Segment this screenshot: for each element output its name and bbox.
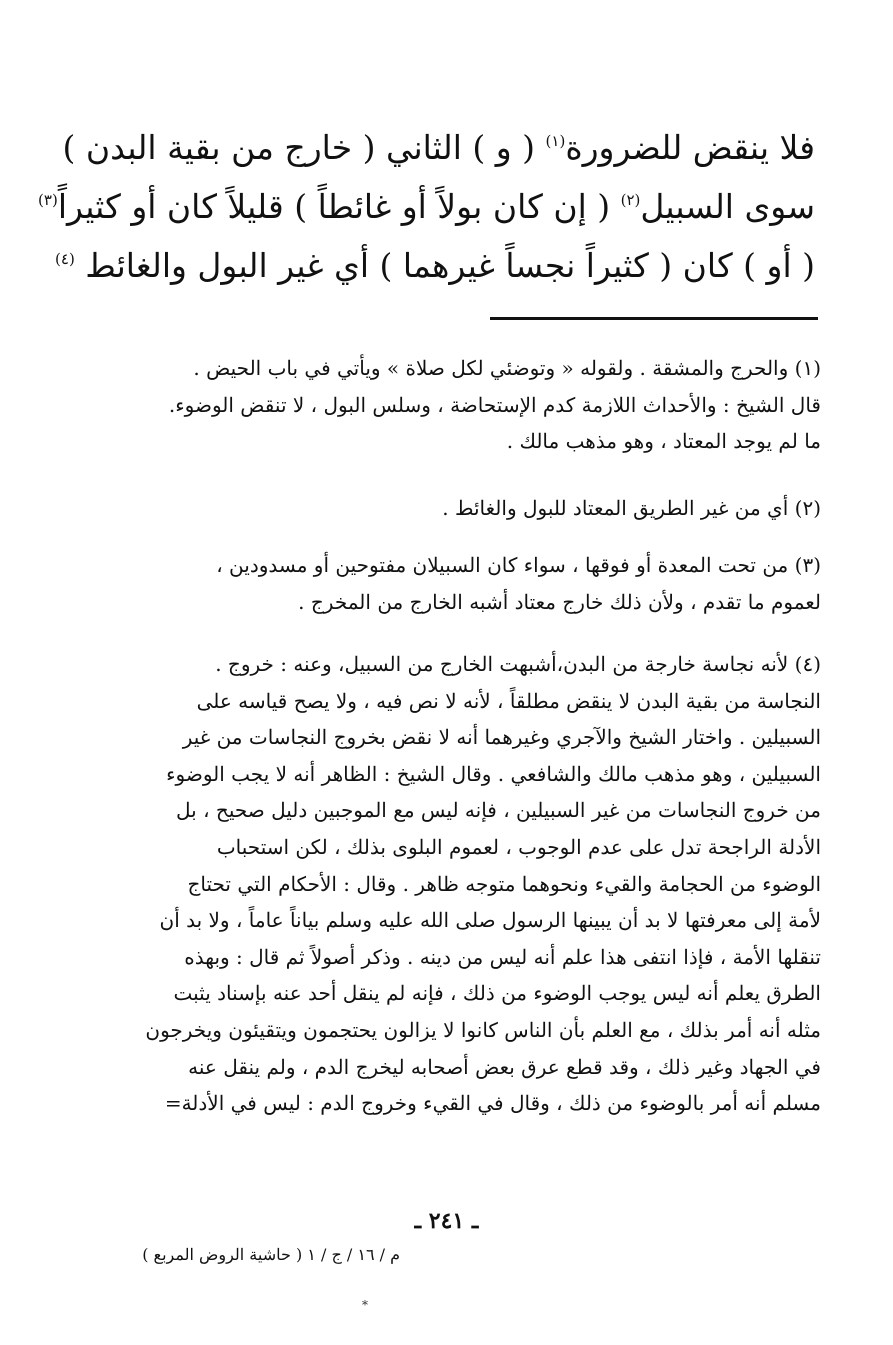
footnote-4-line: النجاسة من بقية البدن لا ينقض مطلقاً ، لأنه لا نص فيه ، ولا يصح قياسه على [196, 688, 821, 713]
footnote-mark-4: (٤) [55, 250, 75, 268]
printer-signature: م / ١٦ / ج / ١ ( حاشية الروض المربع ) [142, 1245, 400, 1264]
footnote-4-line: مثله أنه أمر بذلك ، مع العلم بأن الناس كانوا لا يزالون يحتجمون ويتقيئون ويخرجون [145, 1017, 821, 1042]
footnote-3-line: لعموم ما تقدم ، ولأن ذلك خارج معتاد أشبه الخارج من المخرج . [298, 589, 821, 614]
footnote-1-line: قال الشيخ : والأحداث اللازمة كدم الإستحاضة ، وسلس البول ، لا تنقض الوضوء. [168, 392, 821, 417]
footnote-4-line: السبيلين ، وهو مذهب مالك والشافعي . وقال الشيخ : الظاهر أنه لا يجب الوضوء [166, 761, 821, 786]
main-line-3-text: ( أو ) كان ( كثيراً نجساً غيرهما ) أي غير البول والغائط [85, 246, 815, 285]
footnote-mark-1: (١) [545, 132, 566, 150]
footnote-4-line: (٤) لأنه نجاسة خارجة من البدن،أشبهت الخارج من السبيل، وعنه : خروج . [215, 652, 821, 676]
main-line-2-part-b: ( إن كان بولاً أو غائطاً ) قليلاً كان أو كثيراً [57, 187, 611, 226]
footnote-separator [490, 317, 818, 320]
footnote-4 [95, 646, 821, 1122]
main-line-1-part-a: فلا ينقض للضرورة [565, 128, 815, 167]
footnote-4-line: مسلم أنه أمر بالوضوء من ذلك ، وقال في القيء وخروج الدم : ليس في الأدلة= [164, 1091, 821, 1116]
footnote-2-line: (٢) أي من غير الطريق المعتاد للبول والغائط . [442, 496, 821, 520]
footnote-2 [95, 490, 821, 527]
main-line-2 [38, 177, 815, 236]
footnote-mark-3: (٣) [38, 191, 58, 209]
footnote-4-line: في الجهاد وغير ذلك ، وقد قطع عرق بعض أصحابه ليخرج الدم ، ولم ينقل عنه [188, 1054, 821, 1079]
footnote-4-line: لأمة إلى معرفتها لا بد أن يبينها الرسول صلى الله عليه وسلم بياناً عاماً ، ولا بد أن [159, 908, 821, 933]
footnote-1 [95, 350, 821, 460]
footnote-1-line: (١) والحرج والمشقة . ولقوله « وتوضئي لكل صلاة » ويأتي في باب الحيض . [193, 356, 821, 380]
footnote-4-line: الوضوء من الحجامة والقيء ونحوهما متوجه ظاهر . وقال : الأحكام التي تحتاج [187, 871, 821, 896]
footnote-1-line: ما لم يوجد المعتاد ، وهو مذهب مالك . [506, 429, 821, 453]
footnote-4-line: من خروج النجاسات من غير السبيلين ، فإنه ليس مع الموجبين دليل صحيح ، بل [176, 798, 821, 823]
footnote-4-line: تنقلها الأمة ، فإذا انتفى هذا علم أنه ليس من دينه . وذكر أصولاً ثم قال : وبهذه [184, 944, 821, 969]
stray-mark: * [362, 1298, 368, 1312]
footnote-3 [95, 547, 821, 620]
page-number: ـ ٢٤١ ـ [414, 1208, 479, 1234]
main-text [38, 118, 815, 295]
footnote-mark-2: (٢) [620, 191, 641, 209]
main-line-3 [55, 236, 815, 295]
footnote-4-line: السبيلين . واختار الشيخ والآجري وغيرهما أنه لا نقض بخروج النجاسات من غير [182, 725, 821, 750]
footnote-4-line: الطرق يعلم أنه ليس يوجب الوضوء من ذلك ، فإنه لم ينقل أحد عنه بإسناد يثبت [173, 981, 821, 1006]
main-line-2-part-a: سوى السبيل [640, 187, 815, 226]
main-line-1 [62, 118, 815, 177]
footnote-4-line: الأدلة الراجحة تدل على عدم الوجوب ، لعموم البلوى بذلك ، لكن استحباب [216, 834, 821, 859]
footnote-3-line: (٣) من تحت المعدة أو فوقها ، سواء كان السبيلان مفتوحين أو مسدودين ، [216, 553, 821, 577]
main-line-1-part-b: ( و ) الثاني ( خارج من بقية البدن ) [62, 128, 536, 167]
